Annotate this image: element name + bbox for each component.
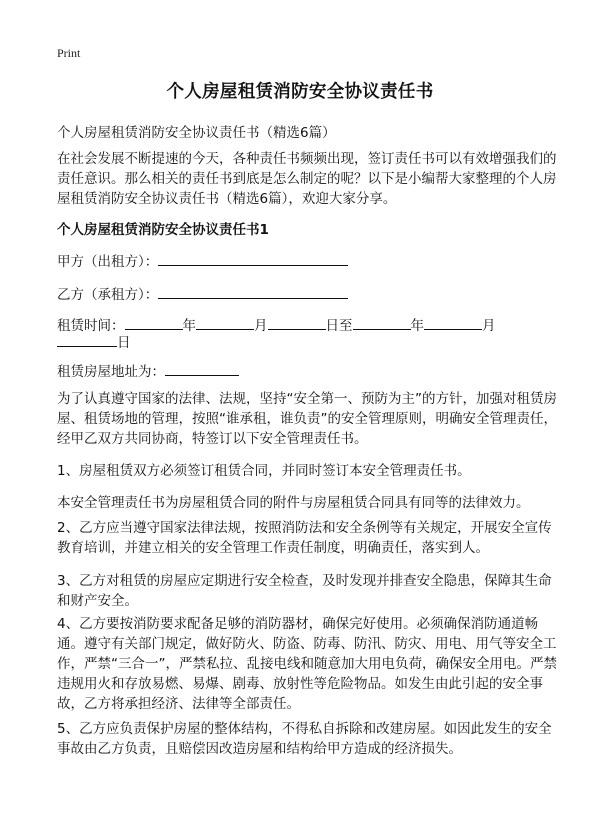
print-link[interactable]: Print	[57, 46, 81, 60]
end-year-blank	[353, 314, 411, 330]
lease-end-day-field	[57, 331, 131, 351]
start-month-blank	[196, 314, 254, 330]
end-year-unit: 年	[410, 318, 424, 334]
lease-time-label: 租赁时间：	[57, 318, 125, 334]
party-b-field	[57, 283, 348, 303]
end-month-unit: 月	[482, 318, 496, 334]
start-year-blank	[125, 314, 183, 330]
end-month-blank	[424, 314, 482, 330]
party-b-blank	[158, 283, 348, 299]
clause-1-note: 本安全管理责任书为房屋租赁合同的附件与房屋租赁合同具有同等的法律效力。	[57, 495, 530, 511]
start-year-unit: 年	[182, 318, 196, 334]
to-word: 至	[339, 318, 353, 334]
end-day-unit: 日	[117, 335, 131, 351]
clause-2: 2、乙方应当遵守国家法律法规，按照消防法和安全条例等有关规定，开展安全宣传教育培训，并建立相关的安全管理工作责任制度，明确责任，落实到人。	[57, 520, 552, 556]
clause-4: 4、乙方要按消防要求配备足够的消防器材，确保完好使用。必须确保消防通道畅通。遵守有关部门规定，做好防火、防盗、防毒、防汛、防灾、用电、用气等安全工作，严禁“三合一”，严禁私拉、乱接电线和随意加大用电负荷，确保安全用电。严禁违规用火和存放易燃、易爆、剧毒、放射性等危险物品。如发生由此引起的安全事故，乙方将承担经济、法律等全部责任。	[57, 616, 557, 712]
party-b-label: 乙方（承租方）：	[57, 287, 159, 303]
party-a-field	[57, 250, 348, 270]
clause-intro: 为了认真遵守国家的法律、法规，坚持“安全第一、预防为主”的方针，加强对租赁房屋、租赁场地的管理，按照“谁承租，谁负责”的安全管理原则，明确安全管理责任，经甲乙双方共同协商，特签订以下安全管理责任书。	[57, 391, 557, 447]
clause-1: 1、房屋租赁双方必须签订租赁合同，并同时签订本安全管理责任书。	[57, 463, 471, 479]
document-title: 个人房屋租赁消防安全协议责任书	[166, 82, 434, 102]
start-day-blank	[268, 314, 326, 330]
start-day-unit: 日	[325, 318, 339, 334]
address-field	[57, 360, 239, 380]
intro-paragraph: 在社会发展不断提速的今天，各种责任书频频出现，签订责任书可以有效增强我们的责任意识。那么相关的责任书到底是怎么制定的呢？以下是小编帮大家整理的个人房屋租赁消防安全协议责任书（精选6篇），欢迎大家分享。	[57, 151, 557, 207]
party-a-label: 甲方（出租方）：	[57, 254, 159, 270]
clause-5: 5、乙方应负责保护房屋的整体结构，不得私自拆除和改建房屋。如因此发生的安全事故由乙方负责，且赔偿因改造房屋和结构给甲方造成的经济损失。	[57, 721, 552, 757]
address-blank	[165, 360, 239, 376]
party-a-blank	[158, 250, 348, 266]
end-day-blank	[57, 331, 117, 347]
document-subtitle: 个人房屋租赁消防安全协议责任书（精选6篇）	[57, 125, 336, 141]
address-label: 租赁房屋地址为：	[57, 364, 165, 380]
section-title: 个人房屋租赁消防安全协议责任书1	[57, 222, 269, 238]
clause-3: 3、乙方对租赁的房屋应定期进行安全检查，及时发现并排查安全隐患，保障其生命和财产安全。	[57, 573, 552, 609]
start-month-unit: 月	[254, 318, 268, 334]
